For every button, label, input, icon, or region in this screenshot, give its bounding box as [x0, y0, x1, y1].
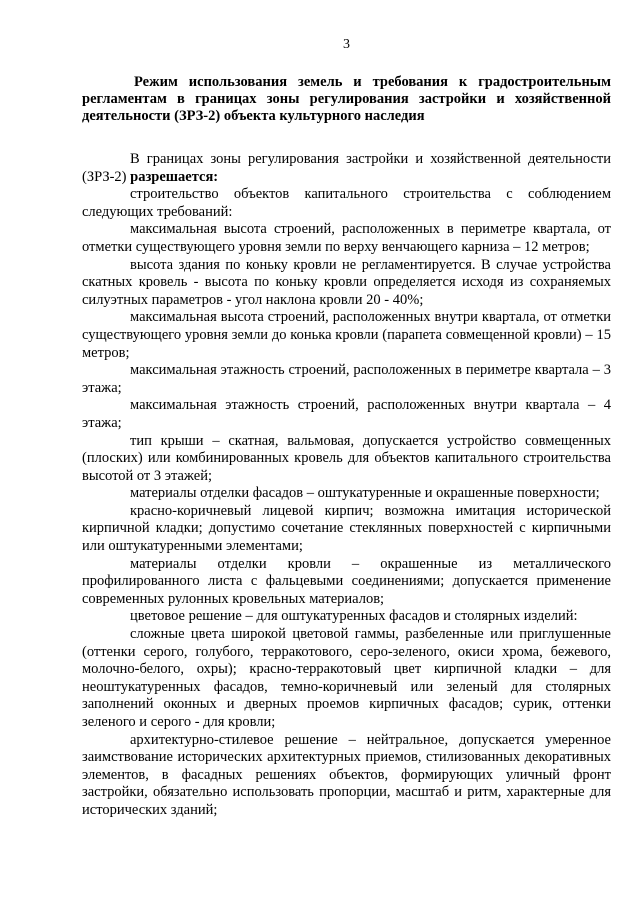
paragraph: строительство объектов капитального строительства с соблюдением следующих требований: — [82, 186, 611, 220]
paragraph: максимальная высота строений, расположенных внутри квартала, от отметки существующего уровня земли до конька кровли (парапета совмещенной кровли) – 15 метров; — [82, 309, 611, 361]
paragraph: красно-коричневый лицевой кирпич; возможна имитация исторической кирпичной кладки; допустимо сочетание стеклянных поверхностей с кирпичными или оштукатуренными элементами; — [82, 502, 611, 555]
paragraph: максимальная этажность строений, расположенных в периметре квартала – 3 этажа; — [82, 362, 611, 396]
paragraph: максимальная высота строений, расположенных в периметре квартала, от отметки существующего уровня земли по верху венчающего карниза – 12 метров; — [82, 221, 611, 255]
paragraph: материалы отделки фасадов – оштукатуренные и окрашенные поверхности; — [130, 485, 600, 502]
intro-emphasis: разрешается: — [130, 168, 219, 185]
intro-text: В границах зоны регулирования застройки и хозяйственной деятельности (ЗРЗ-2) — [82, 151, 611, 185]
paragraph: максимальная этажность строений, расположенных внутри квартала – 4 этажа; — [82, 397, 611, 431]
intro-paragraph — [82, 151, 611, 186]
paragraph: архитектурно-стилевое решение – нейтральное, допускается умеренное заимствование исторических архитектурных приемов, стилизованных декоративных элементов, в фасадных решениях объектов, формирующих уличный фронт застройки, обязательно использовать пропорции, масштаб и ритм, характерные для исторических зданий; — [82, 731, 611, 818]
page-number: 3 — [343, 37, 350, 52]
paragraph: материалы отделки кровли – окрашенные из металлического профилированного листа с фальцевыми соединениями; допускается применение современных рулонных кровельных материалов; — [82, 555, 611, 607]
paragraph: высота здания по коньку кровли не регламентируется. В случае устройства скатных кровель - высота по коньку кровли определяется исходя из сохраняемых силуэтных параметров - угол наклона кровли 20 - 40%; — [82, 256, 611, 308]
paragraph: тип крыши – скатная, вальмовая, допускается устройство совмещенных (плоских) или комбинированных кровель для объектов капитального строительства высотой от 3 этажей; — [82, 432, 611, 484]
paragraph: цветовое решение – для оштукатуренных фасадов и столярных изделий: — [130, 608, 578, 625]
paragraph: сложные цвета широкой цветовой гаммы, разбеленные или приглушенные (оттенки серого, голубого, терракотового, серо-зеленого, окиси хрома, бежевого, молочно-белого, охры); красно-терракотовый цвет кирпичной кладки – для неоштукатуренных фасадов, темно-коричневый или зеленый для столярных заполнений оконных и дверных проемов кирпичных фасадов; сурик, оттенки зеленого и серого - для кровли; — [82, 626, 611, 730]
section-heading: Режим использования земель и требования к градостроительным регламентам в границах зоны регулирования застройки и хозяйственной деятельности (ЗРЗ-2) объекта культурного наследия — [82, 74, 611, 124]
